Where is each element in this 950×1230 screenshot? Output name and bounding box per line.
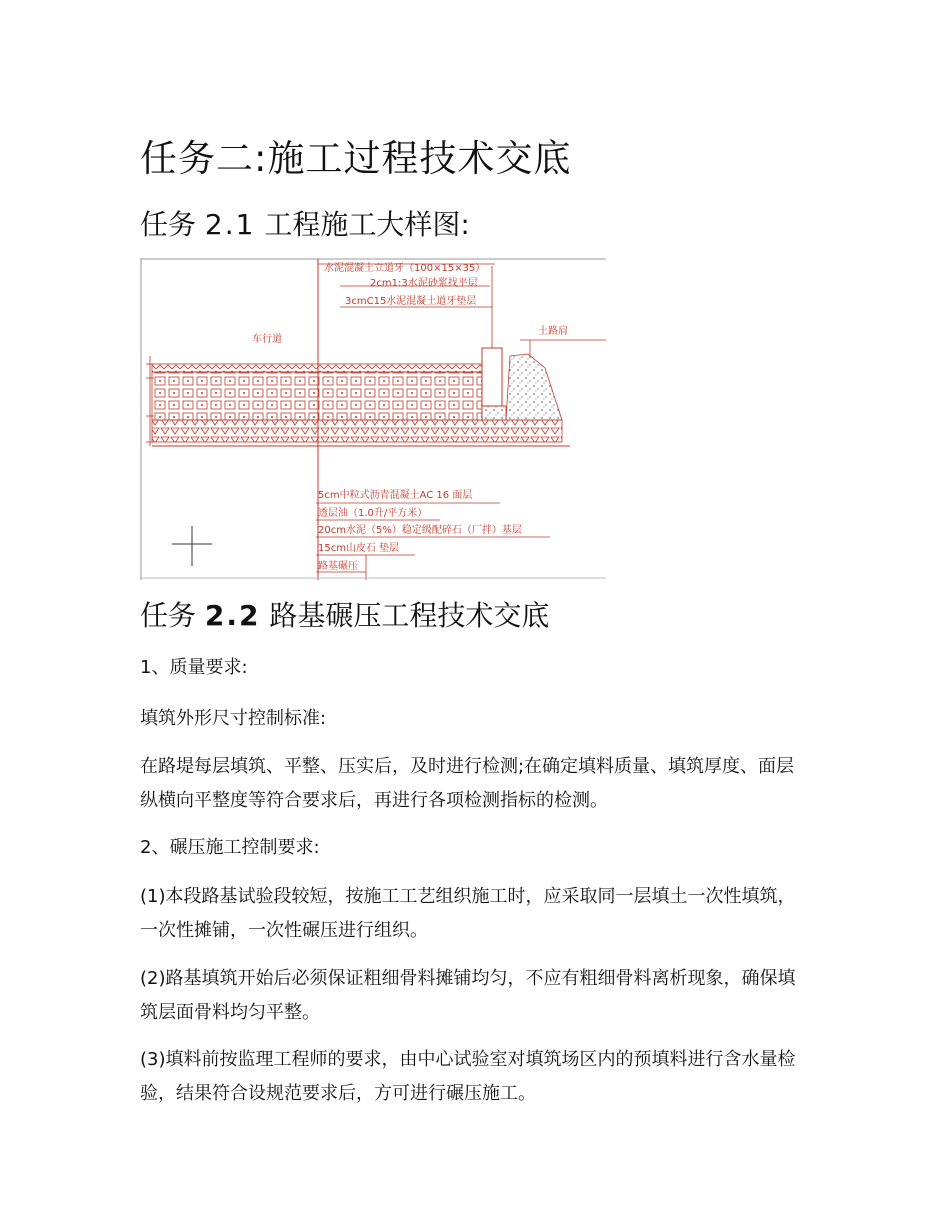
- paragraph: (3)填料前按监理工程师的要求，由中心试验室对填筑场区内的预填料进行含水量检验，结果符合设规范要求后，方可进行碾压施工。: [140, 1049, 796, 1104]
- section-number: 2.2: [204, 599, 261, 632]
- section-heading-text: 路基碾压工程技术交底: [260, 599, 550, 632]
- section-heading-2-1: [140, 203, 470, 243]
- label-tack: 透层油（1.0升/平方米）: [318, 508, 428, 519]
- label-curb-base: 3cmC15水泥混凝土道牙垫层: [345, 296, 477, 307]
- paragraph: 2、碾压施工控制要求:: [140, 837, 320, 858]
- label-base: 20cm水泥（5%）稳定级配碎石（厂拌）基层: [318, 525, 522, 536]
- section-heading-2-2: [140, 594, 549, 634]
- label-roadway: 车行道: [252, 334, 282, 345]
- label-surface: 5cm中粒式沥青混凝土AC 16 面层: [318, 490, 473, 501]
- label-subgrade: 路基碾压: [318, 561, 358, 572]
- paragraph: 在路堤每层填筑、平整、压实后，及时进行检测;在确定填料质量、填筑厚度、面层纵横向平整度等符合要求后，再进行各项检测指标的检测。: [140, 756, 795, 811]
- paragraph: 填筑外形尺寸控制标准:: [140, 708, 327, 729]
- label-mortar: 2cm1:3水泥砂浆找平层: [370, 278, 478, 289]
- section-heading-text: 工程施工大样图:: [255, 208, 470, 241]
- paragraph: (1)本段路基试验段较短，按施工工艺组织施工时，应采取同一层填土一次性填筑，一次性摊铺，一次性碾压进行组织。: [140, 886, 796, 941]
- construction-detail-drawing: [140, 256, 606, 580]
- label-subbase: 15cm山皮石 垫层: [318, 543, 400, 554]
- label-curb: 水泥混凝土立道牙（100×15×35）: [324, 263, 486, 274]
- page-title: 任务二:施工过程技术交底: [140, 137, 572, 180]
- paragraph: 1、质量要求:: [140, 657, 248, 678]
- paragraph: (2)路基填筑开始后必须保证粗细骨料摊铺均匀，不应有粗细骨料离析现象，确保填筑层面骨料均匀平整。: [140, 968, 796, 1023]
- section-prefix: 任务: [140, 208, 205, 241]
- section-number: 2.1: [204, 208, 256, 241]
- section-prefix: 任务: [140, 599, 205, 632]
- label-shoulder: 土路肩: [538, 326, 568, 337]
